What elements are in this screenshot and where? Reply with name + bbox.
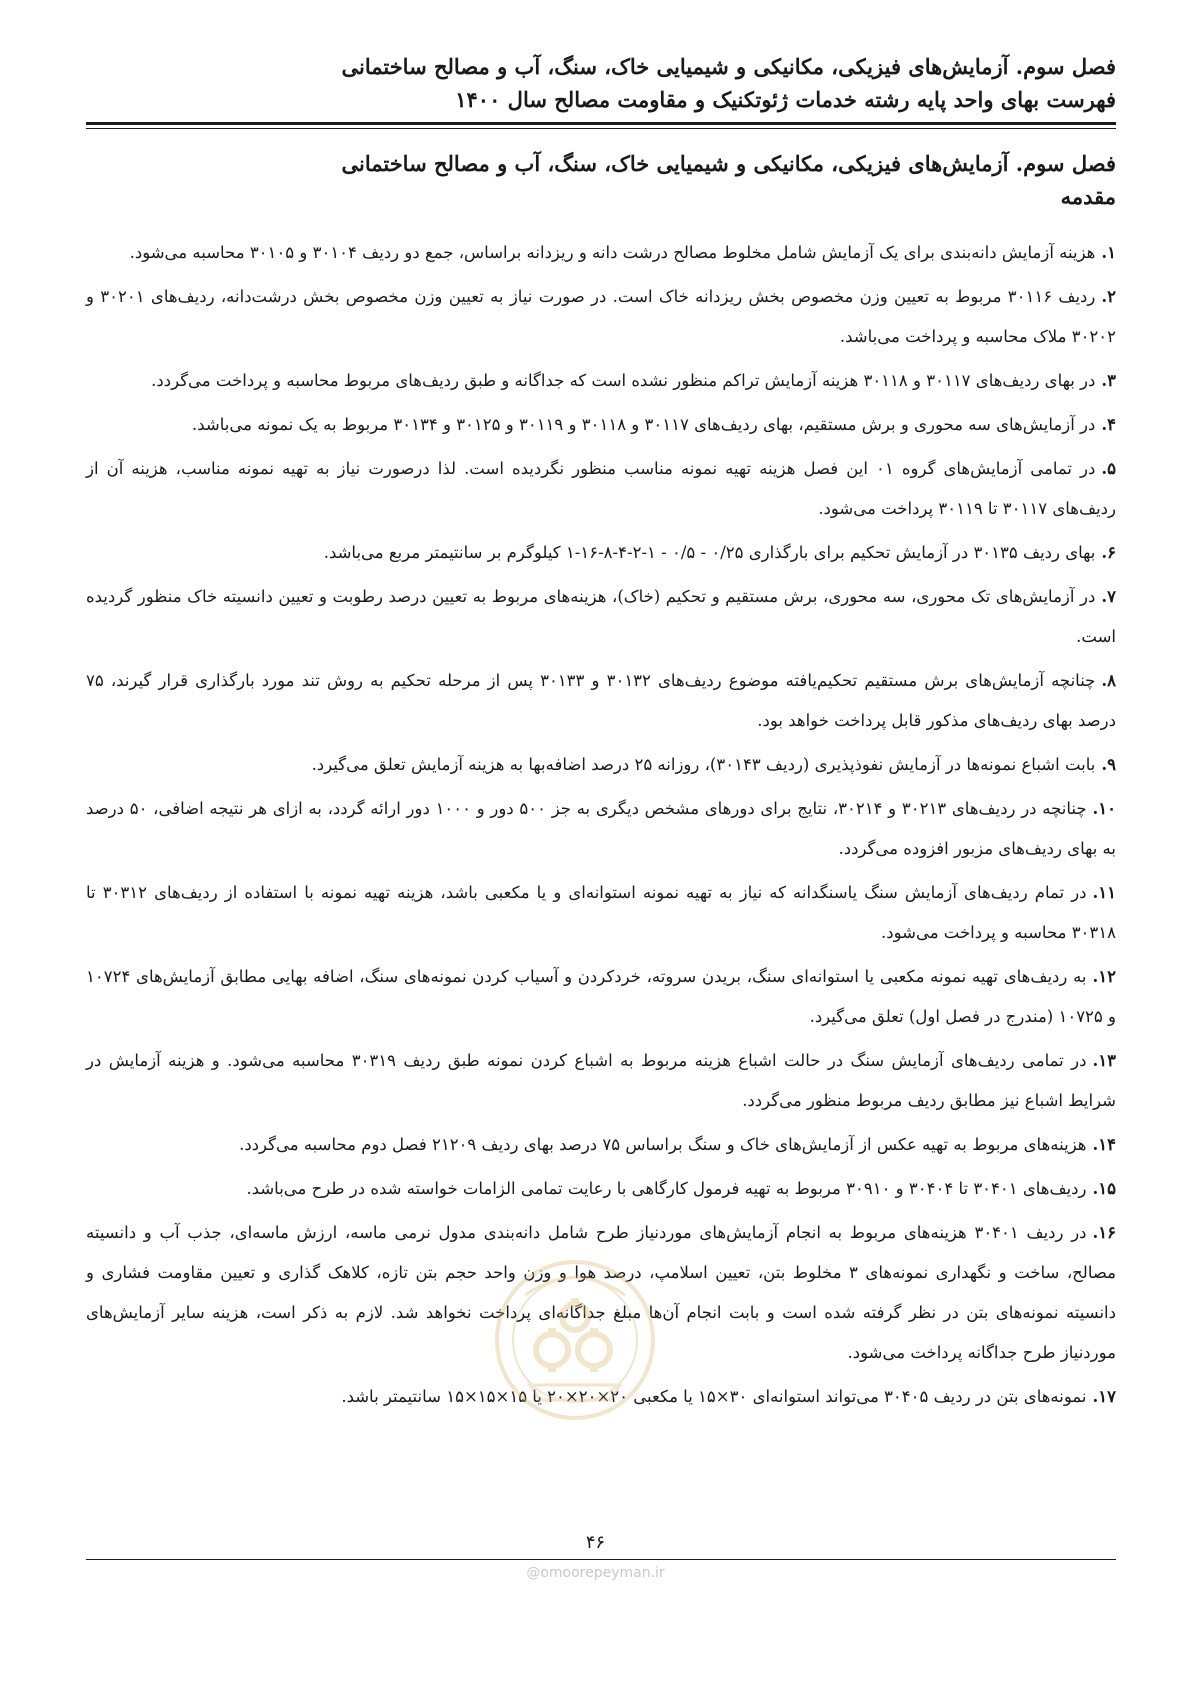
note-number: ۱۵. xyxy=(1092,1179,1116,1198)
note-number: ۱۶. xyxy=(1092,1223,1117,1242)
note-text: چنانچه آزمایش‌های برش مستقیم تحکیم‌یافته موضوع ردیف‌های ۳۰۱۳۲ و ۳۰۱۳۳ پس از مرحله تحکیم به روش تند مورد بارگذاری قرار گیرند، ۷۵ درصد بهای ردیف‌های مذکور قابل پرداخت خواهد بود. xyxy=(86,671,1116,730)
note-number: ۷. xyxy=(1101,587,1116,606)
note-text: در تمامی آزمایش‌های گروه ۰۱ این فصل هزینه تهیه نمونه مناسب منظور نگردیده است. لذا درصورت نیاز به تهیه نمونه مناسب، هزینه آن از ردیف‌های ۳۰۱۱۷ تا ۳۰۱۱۹ پرداخت می‌شود. xyxy=(86,459,1116,518)
header-rule-thin xyxy=(86,128,1116,129)
note-text: در تمامی ردیف‌های آزمایش سنگ در حالت اشباع هزینه مربوط به اشباع کردن نمونه طبق ردیف ۳۰۳۱۹ محاسبه می‌شود. و هزینه آزمایش در شرایط اشباع نیز مطابق ردیف مربوط منظور می‌گردد. xyxy=(86,1051,1116,1110)
note-text: بابت اشباع نمونه‌ها در آزمایش نفوذپذیری (ردیف ۳۰۱۴۳)، روزانه ۲۵ درصد اضافه‌بها به هزینه آزمایش تعلق می‌گیرد. xyxy=(311,755,1096,774)
note-text: ردیف ۳۰۱۱۶ مربوط به تعیین وزن مخصوص بخش ریزدانه خاک است. در صورت نیاز به تعیین وزن مخصوص بخش درشت‌دانه، ردیف‌های ۳۰۲۰۱ و ۳۰۲۰۲ ملاک محاسبه و پرداخت می‌باشد. xyxy=(86,287,1116,346)
note-number: ۱. xyxy=(1101,243,1116,262)
site-watermark-text: @omoorepeyman.ir xyxy=(526,1565,665,1581)
note-item xyxy=(86,745,1116,785)
note-item xyxy=(86,1169,1116,1209)
note-number: ۵. xyxy=(1101,459,1116,478)
document-page xyxy=(86,50,1116,1421)
note-item xyxy=(86,661,1116,741)
note-text: به ردیف‌های تهیه نمونه مکعبی یا استوانه‌ای سنگ، بریدن سروته، خردکردن و آسیاب کردن نمونه‌های سنگ، اضافه بهایی مطابق آزمایش‌های ۱۰۷۲۴ و ۱۰۷۲۵ (مندرج در فصل اول) تعلق می‌گیرد. xyxy=(86,967,1116,1026)
note-item xyxy=(86,533,1116,573)
note-item xyxy=(86,361,1116,401)
note-text: هزینه‌های مربوط به تهیه عکس از آزمایش‌های خاک و سنگ براساس ۷۵ درصد بهای ردیف ۲۱۲۰۹ فصل دوم محاسبه می‌گردد. xyxy=(239,1135,1087,1154)
note-item xyxy=(86,233,1116,273)
note-item xyxy=(86,1377,1116,1417)
note-number: ۸. xyxy=(1101,671,1116,690)
note-number: ۴. xyxy=(1101,415,1116,434)
note-number: ۳. xyxy=(1101,371,1116,390)
note-text: در آزمایش‌های سه محوری و برش مستقیم، بهای ردیف‌های ۳۰۱۱۷ و ۳۰۱۱۸ و ۳۰۱۱۹ و ۳۰۱۲۵ و ۳۰۱۳۴ مربوط به یک نمونه می‌باشد. xyxy=(192,415,1096,434)
notes-list xyxy=(86,233,1116,1417)
note-number: ۱۱. xyxy=(1092,883,1116,902)
note-number: ۹. xyxy=(1101,755,1116,774)
note-number: ۱۳. xyxy=(1092,1051,1116,1070)
note-text: چنانچه در ردیف‌های ۳۰۲۱۳ و ۳۰۲۱۴، نتایج برای دورهای مشخص دیگری به جز ۵۰۰ دور و ۱۰۰۰ دور ارائه گردد، به ازای هر نتیجه اضافی، ۵۰ درصد به بهای ردیف‌های مزبور افزوده می‌گردد. xyxy=(86,799,1116,858)
note-number: ۱۴. xyxy=(1092,1135,1116,1154)
note-text: در ردیف ۳۰۴۰۱ هزینه‌های مربوط به انجام آزمایش‌های موردنیاز طرح شامل دانه‌بندی مدول نرمی ماسه، ارزش ماسه‌ای، جذب آب و دانسیته مصالح، ساخت و نگهداری نمونه‌های ۳ مخلوط بتن، تعیین اسلامپ، درصد هوا و وزن واحد حجم بتن تازه، کلاهک گذاری و تعیین مقاومت فشاری و دانسیته نمونه‌های بتن در نظر گرفته شده است و بابت انجام آن‌ها مبلغ جداگانه‌ای پرداخت نخواهد شد. لازم به ذکر است، هزینه سایر آزمایش‌های موردنیاز طرح جداگانه پرداخت می‌شود. xyxy=(86,1223,1116,1362)
section-title: فصل سوم. آزمایش‌های فیزیکی، مکانیکی و شیمیایی خاک، سنگ، آب و مصالح ساختمانی xyxy=(341,151,1116,176)
note-item xyxy=(86,449,1116,529)
note-item xyxy=(86,789,1116,869)
note-text: بهای ردیف ۳۰۱۳۵ در آزمایش تحکیم برای بارگذاری ۰/۲۵ - ۰/۵ - ۱-۲-۴-۸-۱۶-۱ کیلوگرم بر سانتیمتر مربع می‌باشد. xyxy=(323,543,1096,562)
note-item xyxy=(86,577,1116,657)
section-subtitle: مقدمه xyxy=(1060,184,1116,209)
running-header-chapter: فصل سوم. آزمایش‌های فیزیکی، مکانیکی و شیمیایی خاک، سنگ، آب و مصالح ساختمانی xyxy=(341,54,1116,79)
note-item xyxy=(86,1041,1116,1121)
note-item xyxy=(86,1213,1116,1373)
note-number: ۲. xyxy=(1101,287,1116,306)
note-text: هزینه آزمایش دانه‌بندی برای یک آزمایش شامل مخلوط مصالح درشت دانه و ریزدانه براساس، جمع دو ردیف ۳۰۱۰۴ و ۳۰۱۰۵ محاسبه می‌شود. xyxy=(129,243,1096,262)
note-number: ۶. xyxy=(1101,543,1116,562)
note-item xyxy=(86,1125,1116,1165)
note-text: در تمام ردیف‌های آزمایش سنگ یاسنگدانه که نیاز به تهیه نمونه استوانه‌ای و یا مکعبی باشد، هزینه تهیه نمونه با استفاده از ردیف‌های ۳۰۳۱۲ تا ۳۰۳۱۸ محاسبه و پرداخت می‌شود. xyxy=(86,883,1116,942)
note-item xyxy=(86,873,1116,953)
footer-rule xyxy=(86,1559,1116,1560)
header-rule-thick xyxy=(86,122,1116,125)
note-text: در بهای ردیف‌های ۳۰۱۱۷ و ۳۰۱۱۸ هزینه آزمایش تراکم منظور نشده است که جداگانه و طبق ردیف‌های مربوط محاسبه و پرداخت می‌گردد. xyxy=(151,371,1096,390)
note-item xyxy=(86,405,1116,445)
note-number: ۱۲. xyxy=(1092,967,1116,986)
note-text: نمونه‌های بتن در ردیف ۳۰۴۰۵ می‌تواند استوانه‌ای ۳۰×۱۵ یا مکعبی ۲۰×۲۰×۲۰ یا ۱۵×۱۵×۱۵ سانتیمتر باشد. xyxy=(341,1387,1087,1406)
note-text: ردیف‌های ۳۰۴۰۱ تا ۳۰۴۰۴ و ۳۰۹۱۰ مربوط به تهیه فرمول کارگاهی با رعایت تمامی الزامات خواسته شده در طرح می‌باشد. xyxy=(246,1179,1087,1198)
page-number: ۴۶ xyxy=(585,1532,606,1553)
note-number: ۱۷. xyxy=(1092,1387,1116,1406)
note-number: ۱۰. xyxy=(1092,799,1117,818)
note-item xyxy=(86,957,1116,1037)
note-item xyxy=(86,277,1116,357)
running-header-price-list: فهرست بهای واحد پایه رشته خدمات ژئوتکنیک و مقاومت مصالح سال ۱۴۰۰ xyxy=(455,87,1116,112)
note-text: در آزمایش‌های تک محوری، سه محوری، برش مستقیم و تحکیم (خاک)، هزینه‌های مربوط به تعیین درصد رطوبت و تعیین دانسیته خاک منظور گردیده است. xyxy=(86,587,1116,646)
